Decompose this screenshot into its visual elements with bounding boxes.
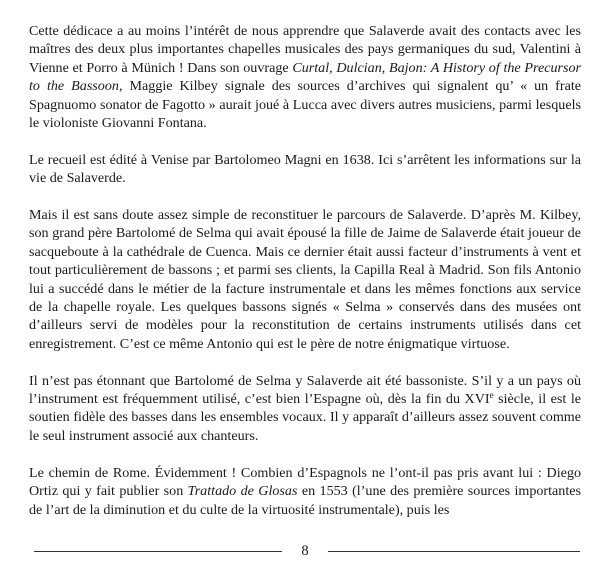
paragraph-recueil: [29, 151, 581, 188]
text-run: siècle, il est le soutien fidèle des basses dans les ensembles vocaux. Il y apparaît d’ailleurs assez souvent comme le seul instrument associé aux chanteurs.: [29, 391, 581, 444]
italic-title: Trattado de Glosas: [187, 483, 298, 500]
footer-rule-right: [328, 551, 580, 552]
text-run: , Maggie Kilbey signale des sources d’archives qui signalent qu’ « un frate Spagnuomo sonator de Fagotto » aurait joué à Lucca avec divers autres musiciens, parmi lesquels le violoniste Giovanni Fontana.: [29, 78, 581, 132]
paragraph-dedicace: [29, 22, 581, 132]
text-run: Mais il est sans doute assez simple de reconstituer le parcours de Salaverde. D’après M. Kilbey, son grand père Bartolomé de Selma qui avait épousé la fille de Jaime de Salaverde était joueur de sacqueboute à la cathédrale de Cuenca. Mais ce dernier était aussi facteur d’instruments à vent et tout particulièrement de bassons ; et parmi ses clients, la Capilla Real à Madrid. Son fils Antonio lui a succédé dans le métier de la facture instrumentale et dans les mêmes fonctions aux service de la chapelle royale. Les quelques bassons signés « Selma » conservés dans des musées ont d’ailleurs servi de modèles pour la reconstitution de certains instruments utilisés dans cet enregistrement. C’est ce même Antonio qui est le père de notre énigmatique virtuose.: [29, 207, 581, 352]
text-run: en 1553 (l’une des première sources importantes de l’art de la diminution et du culte de la virtuosité instrumentale), puis les: [29, 483, 581, 518]
text-run: Il n’est pas étonnant que Bartolomé de Selma y Salaverde ait été bassoniste. S’il y a un pays où l’instrument est fréquemment utilisé, c’est bien l’Espagne où, dès la fin du XVI: [29, 372, 581, 408]
page-number: 8: [301, 543, 309, 559]
page-footer: [34, 541, 580, 563]
text-run: Cette dédicace a au moins l’intérêt de nous apprendre que Salaverde avait des contacts avec les maîtres des deux plus importantes chapelles musicales des pays germaniques du sud, Valentini à Vienne et Porro à Münich ! Dans son ouvrage: [29, 23, 581, 76]
paragraph-chemin-de-rome: [29, 464, 581, 519]
text-run: Le chemin de Rome. Évidemment ! Combien d’Espagnols ne l’ont-il pas pris avant lui : Diego Ortiz qui y fait publier son: [29, 464, 581, 500]
document-body: [29, 22, 581, 519]
superscript: e: [489, 390, 494, 401]
footer-rule-left: [34, 551, 282, 552]
paragraph-bassoniste: [29, 372, 581, 446]
text-run: Le recueil est édité à Venise par Bartolomeo Magni en 1638. Ici s’arrêtent les informations sur la vie de Salaverde.: [29, 151, 581, 187]
italic-title: Curtal, Dulcian, Bajon: A History of the Precursor to the Bassoon: [29, 59, 582, 95]
paragraph-parcours: [29, 206, 581, 353]
